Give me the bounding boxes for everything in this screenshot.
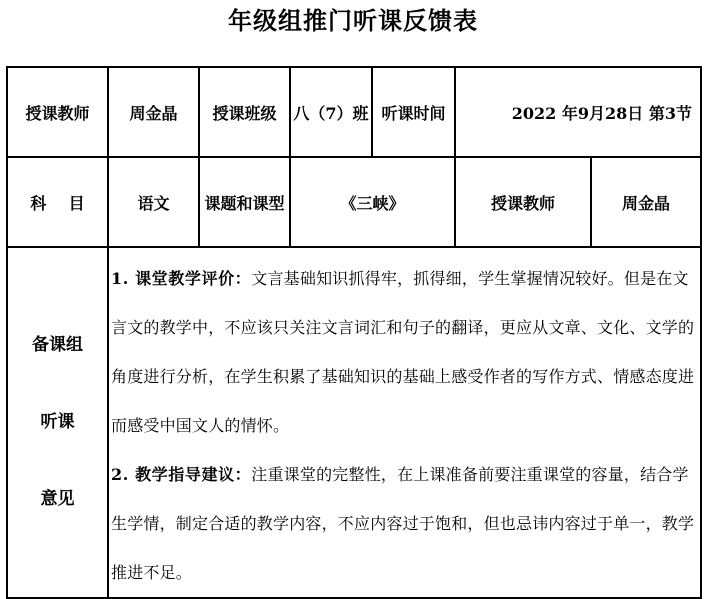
opinion-label xyxy=(8,337,107,508)
teacher2-label-cell: 授课教师 xyxy=(455,157,591,247)
section1-heading: 1. 课堂教学评价： xyxy=(111,269,252,288)
opinion-label-line3: 意见 xyxy=(40,489,75,509)
form-title: 年级组推门听课反馈表 xyxy=(228,6,478,35)
section1-text: 文言基础知识抓得牢，抓得细，学生掌握情况较好。但是在文言文的教学中，不应该只关注文言词汇和句子的翻译，更应从文章、文化、文学的角度进行分析，在学生积累了基础知识的基础上感受作者的写作方式、情感态度进而感受中国文人的情怀。 xyxy=(111,269,695,435)
section2-text: 注重课堂的完整性，在上课准备前要注重课堂的容量，结合学生学情，制定合适的教学内容，不应内容过于饱和，但也忌讳内容过于单一，教学推进不足。 xyxy=(111,465,695,582)
opinion-label-line1: 备课组 xyxy=(32,335,83,355)
info-row-2 xyxy=(7,157,701,247)
opinion-row xyxy=(7,247,701,598)
class-value-cell: 八（7）班 xyxy=(290,67,372,157)
time-label-cell: 听课时间 xyxy=(372,67,455,157)
class-label-cell: 授课班级 xyxy=(199,67,290,157)
opinion-label-cell xyxy=(7,247,108,598)
teacher2-value-cell: 周金晶 xyxy=(591,157,701,247)
info-row-1 xyxy=(7,67,701,157)
feedback-table xyxy=(6,66,702,599)
section2-heading: 2. 教学指导建议： xyxy=(111,465,252,484)
subject-label-cell: 科 目 xyxy=(7,157,108,247)
topic-value-cell: 《三峡》 xyxy=(290,157,455,247)
time-value-cell: 2022 年9月28日 第3节 xyxy=(455,67,701,157)
subject-value-cell: 语文 xyxy=(108,157,199,247)
topic-label-cell: 课题和课型 xyxy=(199,157,290,247)
teacher-value-cell: 周金晶 xyxy=(108,67,199,157)
opinion-section-2 xyxy=(111,450,700,597)
opinion-content-cell xyxy=(108,247,701,598)
opinion-label-line2: 听课 xyxy=(40,412,75,432)
opinion-section-1 xyxy=(111,254,700,450)
teacher-label-cell: 授课教师 xyxy=(7,67,108,157)
